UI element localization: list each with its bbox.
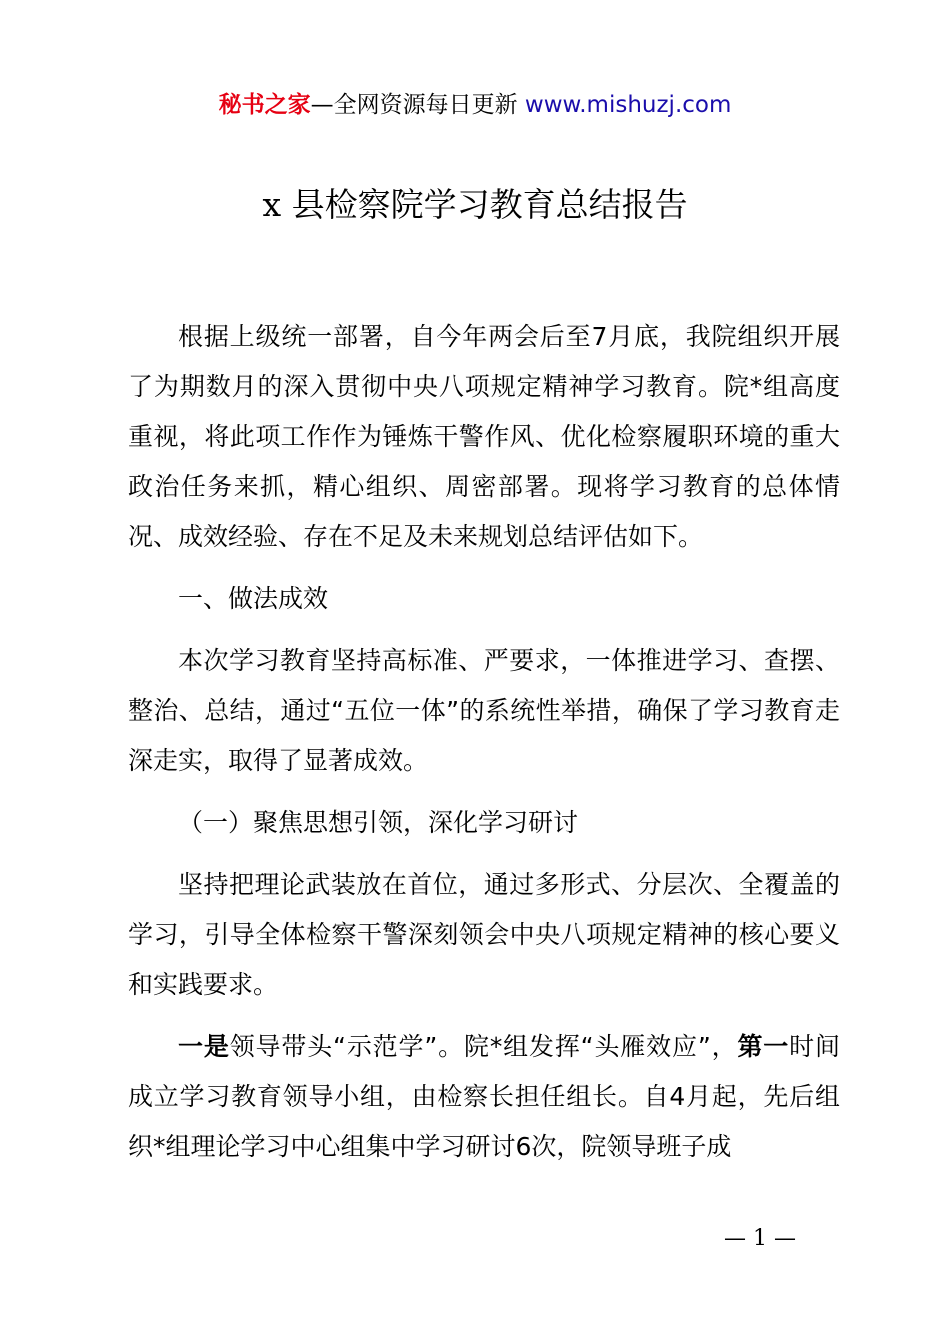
paragraph-gap	[128, 562, 840, 574]
title-prefix: x	[262, 185, 282, 224]
paragraph-gap	[128, 1010, 840, 1022]
title-text: 县检察院学习教育总结报告	[291, 185, 688, 224]
subsection-paragraph: 坚持把理论武装放在首位，通过多形式、分层次、全覆盖的学习，引导全体检察干警深刻领会中央八项规定精神的核心要义和实践要求。	[128, 870, 840, 999]
point-text: 领导带头“示范学”。院*组发挥“头雁效应”，	[229, 1032, 738, 1061]
point-paragraph	[128, 1022, 840, 1172]
paragraph-gap	[128, 624, 840, 636]
subsection-heading: （一）聚焦思想引领，深化学习研讨	[178, 808, 579, 837]
point-bold-phrase: 第一	[737, 1032, 790, 1061]
document-body	[128, 312, 840, 1172]
paragraph-gap	[128, 786, 840, 798]
brand-name: 秘书之家	[218, 92, 311, 118]
site-header	[0, 88, 950, 122]
paragraph-gap	[128, 848, 840, 860]
section-heading: 一、做法成效	[178, 584, 329, 613]
intro-paragraph: 根据上级统一部署，自今年两会后至7月底，我院组织开展了为期数月的深入贯彻中央八项规定精神学习教育。院*组高度重视，将此项工作作为锤炼干警作风、优化检察履职环境的重大政治任务来抓，精心组织、周密部署。现将学习教育的总体情况、成效经验、存在不足及未来规划总结评估如下。	[128, 322, 840, 551]
point-text-continued: 时间成立学习教育领导小组，由检察长担任组长。自4月起，先后组织*组理论学习中心组集中学习研讨6次，院领导班子成	[128, 1032, 840, 1161]
page-number: — 1 —	[724, 1226, 796, 1251]
site-url-link[interactable]: www.mishuzj.com	[524, 92, 732, 118]
document-title	[0, 182, 950, 228]
header-slogan: —全网资源每日更新	[310, 92, 525, 118]
point-lead: 一是	[178, 1032, 230, 1061]
section-paragraph: 本次学习教育坚持高标准、严要求，一体推进学习、查摆、整治、总结，通过“五位一体”的系统性举措，确保了学习教育走深走实，取得了显著成效。	[128, 646, 840, 775]
